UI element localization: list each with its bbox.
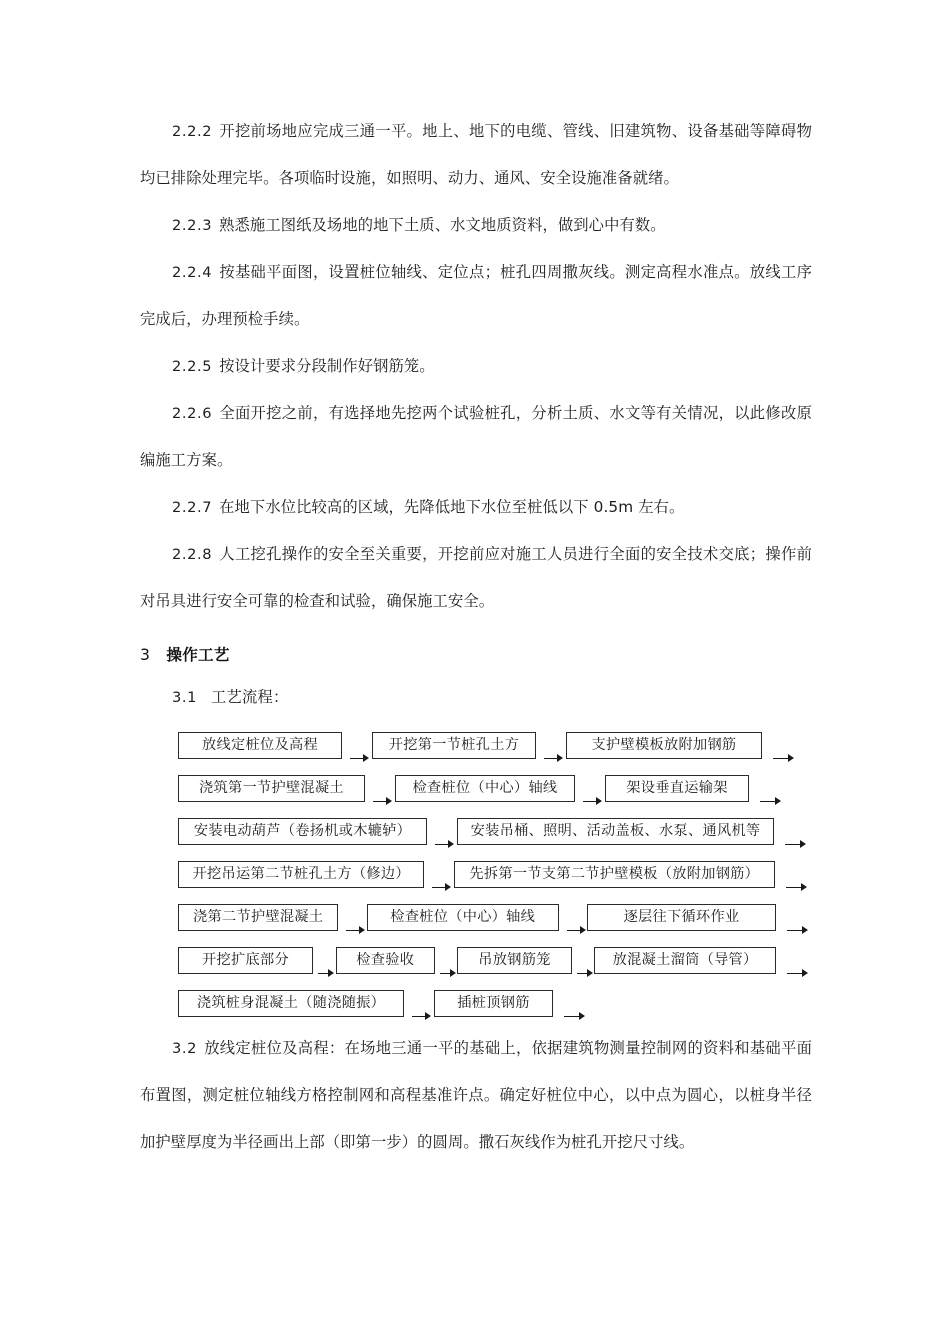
paragraph-3-2 bbox=[140, 1025, 812, 1166]
paragraph-2-2-2 bbox=[140, 108, 812, 202]
flowchart-step-box: 放线定桩位及高程 bbox=[178, 732, 342, 759]
flowchart-step-box: 检查验收 bbox=[336, 947, 435, 974]
paragraph-text: 在地下水位比较高的区域，先降低地下水位至桩低以下 0.5m 左右。 bbox=[219, 498, 685, 516]
flowchart-step-box: 插桩顶钢筋 bbox=[434, 990, 553, 1017]
flowchart-step-box: 开挖扩底部分 bbox=[178, 947, 313, 974]
flowchart-step-box: 吊放钢筋笼 bbox=[457, 947, 571, 974]
subsection-number: 3.1 bbox=[172, 689, 198, 706]
flowchart-row bbox=[178, 982, 812, 1025]
subsection-heading bbox=[140, 675, 812, 720]
flowchart-step-box: 开挖第一节桩孔土方 bbox=[372, 732, 536, 759]
flowchart-step-box: 浇筑第一节护壁混凝土 bbox=[178, 775, 365, 802]
flowchart-step-box: 安装吊桶、照明、活动盖板、水泵、通风机等 bbox=[457, 818, 775, 845]
subsection-title: 工艺流程： bbox=[211, 688, 289, 706]
paragraph-text: 人工挖孔操作的安全至关重要，开挖前应对施工人员进行全面的安全技术交底；操作前对吊具进行安全可靠的检查和试验，确保施工安全。 bbox=[140, 545, 812, 610]
section-heading bbox=[140, 625, 812, 675]
paragraph-text: 全面开挖之前，有选择地先挖两个试验桩孔，分析土质、水文等有关情况，以此修改原编施工方案。 bbox=[140, 404, 812, 469]
flowchart-row bbox=[178, 896, 812, 939]
flowchart-step-box: 放混凝土溜筒（导管） bbox=[594, 947, 776, 974]
paragraph-number: 3.2 bbox=[172, 1040, 198, 1057]
flowchart-step-box: 架设垂直运输架 bbox=[605, 775, 749, 802]
flowchart-row bbox=[178, 724, 812, 767]
paragraph-number: 2.2.2 bbox=[172, 123, 213, 140]
flowchart-step-box: 支护壁模板放附加钢筋 bbox=[566, 732, 762, 759]
paragraph-text: 按基础平面图，设置桩位轴线、定位点；桩孔四周撒灰线。测定高程水准点。放线工序完成后，办理预检手续。 bbox=[140, 263, 812, 328]
flowchart-step-box: 逐层往下循环作业 bbox=[587, 904, 776, 931]
flowchart-step-box: 先拆第一节支第二节护壁模板（放附加钢筋） bbox=[454, 861, 775, 888]
paragraph-number: 2.2.7 bbox=[172, 499, 213, 516]
flowchart-step-box: 浇第二节护壁混凝土 bbox=[178, 904, 338, 931]
flowchart-step-box: 开挖吊运第二节桩孔土方（修边） bbox=[178, 861, 424, 888]
paragraph-text: 按设计要求分段制作好钢筋笼。 bbox=[219, 357, 435, 375]
paragraph-2-2-3 bbox=[140, 202, 812, 249]
paragraph-2-2-8 bbox=[140, 531, 812, 625]
paragraph-text: 开挖前场地应完成三通一平。地上、地下的电缆、管线、旧建筑物、设备基础等障碍物均已排除处理完毕。各项临时设施，如照明、动力、通风、安全设施准备就绪。 bbox=[140, 122, 812, 187]
paragraph-2-2-6 bbox=[140, 390, 812, 484]
paragraph-text: 熟悉施工图纸及场地的地下土质、水文地质资料，做到心中有数。 bbox=[219, 216, 666, 234]
paragraph-text: 放线定桩位及高程：在场地三通一平的基础上，依据建筑物测量控制网的资料和基础平面布置图，测定桩位轴线方格控制网和高程基准许点。确定好桩位中心，以中点为圆心，以桩身半径加护壁厚度为半径画出上部（即第一步）的圆周。撒石灰线作为桩孔开挖尺寸线。 bbox=[140, 1039, 812, 1151]
flowchart-row bbox=[178, 810, 812, 853]
paragraph-2-2-5 bbox=[140, 343, 812, 390]
flowchart-row bbox=[178, 853, 812, 896]
section-title: 操作工艺 bbox=[166, 646, 230, 664]
flowchart-step-box: 检查桩位（中心）轴线 bbox=[395, 775, 575, 802]
flowchart-step-box: 检查桩位（中心）轴线 bbox=[367, 904, 559, 931]
paragraph-number: 2.2.6 bbox=[172, 405, 213, 422]
flowchart-step-box: 安装电动葫芦（卷扬机或木辘轳） bbox=[178, 818, 427, 845]
paragraph-2-2-7 bbox=[140, 484, 812, 531]
flowchart-row bbox=[178, 939, 812, 982]
paragraph-number: 2.2.4 bbox=[172, 264, 213, 281]
page-content bbox=[140, 108, 812, 1166]
paragraph-number: 2.2.5 bbox=[172, 358, 213, 375]
paragraph-2-2-4 bbox=[140, 249, 812, 343]
section-number: 3 bbox=[140, 646, 151, 664]
flowchart-step-box: 浇筑桩身混凝土（随浇随振） bbox=[178, 990, 404, 1017]
flowchart-row bbox=[178, 767, 812, 810]
process-flowchart bbox=[140, 720, 812, 1025]
paragraph-number: 2.2.3 bbox=[172, 217, 213, 234]
paragraph-number: 2.2.8 bbox=[172, 546, 213, 563]
